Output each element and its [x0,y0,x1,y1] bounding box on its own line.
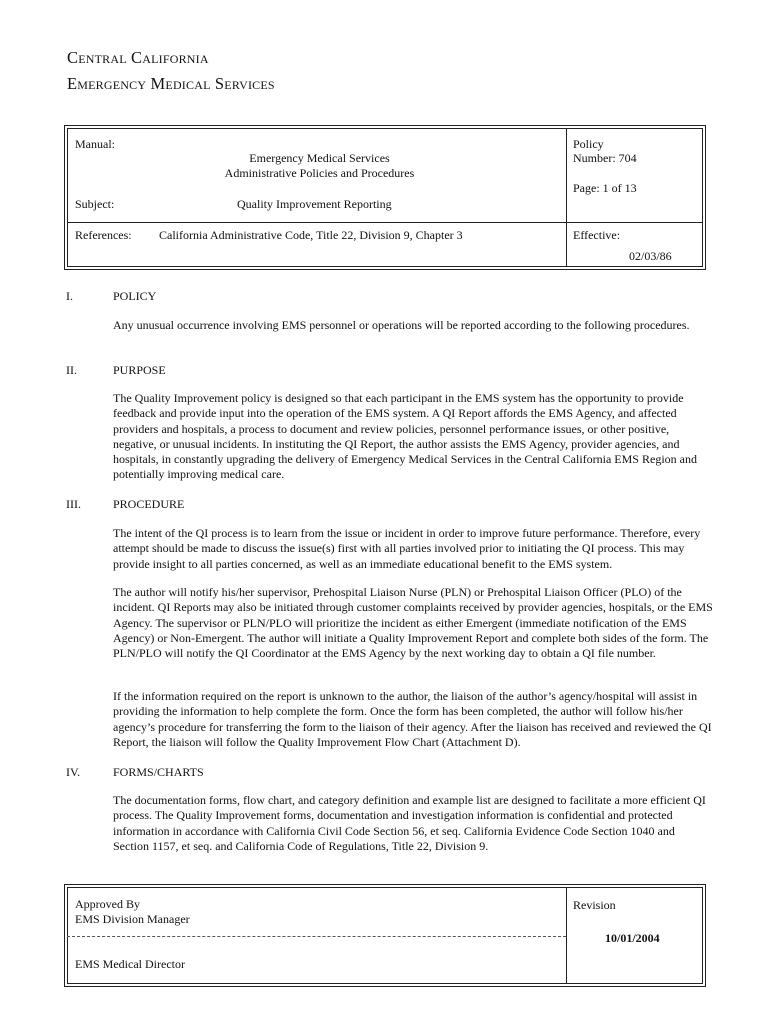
section-heading: FORMS/CHARTS [113,765,204,779]
section-paragraph: The intent of the QI process is to learn from the issue or incident in order to improve future performance. Therefore, every attempt should be made to discuss the issue(s) first with all parties involved prior to initiating the QI process. This may provide insight to all parties concerned, as well as an immediate educational benefit to the EMS system. [113,526,701,571]
info-table-divider-vertical [566,128,567,267]
subject-value: Quality Improvement Reporting [237,197,392,211]
approved-by-label: Approved By [75,897,140,911]
effective-label: Effective: [573,228,621,242]
approver-division-manager: EMS Division Manager [75,912,190,926]
section-paragraph: If the information required on the report is unknown to the author, the liaison of the author’s agency/hospital will assist in providing the information to help complete the form. Once the form has been completed, the author will follow his/her agency’s procedure for transferring the form to the liaison of their agency. After the liaison has received and reviewed the QI Report, the liaison will follow the Quality Improvement Flow Chart (Attachment D). [113,689,712,749]
org-name-line1: Central California [67,48,209,67]
info-table-divider-right [566,222,703,223]
section-number: I. [66,289,73,303]
references-value: California Administrative Code, Title 22, Division 9, Chapter 3 [159,228,463,242]
manual-label: Manual: [75,137,115,151]
section-number: IV. [66,765,81,779]
page-count: Page: 1 of 13 [573,181,637,195]
section-heading: POLICY [113,289,157,303]
section-heading: PROCEDURE [113,497,185,511]
manual-line2: Administrative Policies and Procedures [224,166,415,180]
section-number: II. [66,363,77,377]
section-paragraph: The author will notify his/her supervisor, Prehospital Liaison Nurse (PLN) or Prehospital Liaison Officer (PLO) of the incident. QI Reports may also be initiated through customer complaints received by provider agencies, hospitals, or the EMS Agency. The supervisor or PLN/PLO will prioritize the incident as either Emergent (immediate notification of the EMS Agency) or Non-Emergent. The author will initiate a Quality Improvement Report and complete both sides of the form. The PLN/PLO will notify the QI Coordinator at the EMS Agency by the next working day to obtain a QI file number. [113,585,713,661]
section-paragraph: The documentation forms, flow chart, and category definition and example list are designed to facilitate a more efficient QI process. The Quality Improvement forms, documentation and investigation information is confidential and protected information in accordance with California Civil Code Section 56, et seq. California Evidence Code Section 1040 and Section 1157, et seq. and California Code of Regulations, Title 22, Division 9. [113,793,706,853]
manual-line1: Emergency Medical Services [249,151,390,165]
references-label: References: [75,228,132,242]
effective-date: 02/03/86 [629,249,672,263]
approver-medical-director: EMS Medical Director [75,957,185,971]
section-heading: PURPOSE [113,363,166,377]
revision-label: Revision [573,898,616,912]
approval-table-divider-vertical [566,887,567,984]
section-number: III. [66,497,81,511]
policy-number: Number: 704 [573,151,637,165]
org-name-line2: Emergency Medical Services [67,74,275,93]
approval-signature-line [67,936,566,937]
revision-date: 10/01/2004 [605,931,660,945]
section-paragraph: Any unusual occurrence involving EMS personnel or operations will be reported according to the following procedures. [113,318,690,332]
subject-label: Subject: [75,197,115,211]
info-table-divider-subject [67,222,566,223]
section-paragraph: The Quality Improvement policy is designed so that each participant in the EMS system has the opportunity to provide feedback and provide input into the operation of the EMS system. A QI Report affords the EMS Agency, and affected providers and hospitals, a process to document and review policies, personnel performance issues, or other positive, negative, or unusual incidents. In instituting the QI Report, the author assists the EMS Agency, provider agencies, and hospitals, in constantly upgrading the delivery of Emergency Medical Services in the Central California EMS Region and potentially improving medical care. [113,391,697,482]
policy-label: Policy [573,137,604,151]
